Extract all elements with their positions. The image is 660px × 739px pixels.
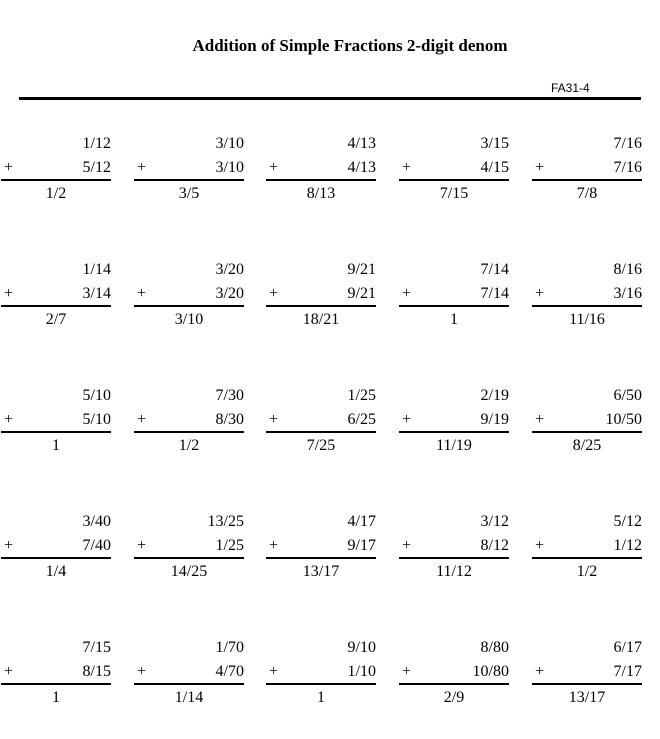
addend-top: 1/14 (82, 261, 111, 278)
addend-bottom: 7/17 (613, 663, 642, 680)
sum-line (532, 305, 642, 307)
problem-r2-c3 (266, 261, 376, 341)
problem-r3-c4 (399, 387, 509, 467)
addend-top: 9/10 (347, 639, 376, 656)
addend-bottom: 3/14 (82, 285, 111, 302)
answer: 1 (317, 689, 325, 706)
addend-bottom: 8/30 (215, 411, 244, 428)
problem-r3-c5 (532, 387, 642, 467)
answer: 2/7 (45, 311, 67, 328)
answer: 13/17 (302, 563, 340, 580)
header-rule (19, 97, 641, 100)
addend-bottom: 1/12 (613, 537, 642, 554)
worksheet-code: FA31-4 (551, 81, 590, 95)
answer: 1 (52, 437, 60, 454)
plus-sign: + (402, 537, 412, 554)
sum-line (1, 179, 111, 181)
plus-sign: + (4, 411, 14, 428)
plus-sign: + (269, 537, 279, 554)
answer: 7/15 (439, 185, 469, 202)
plus-sign: + (137, 663, 147, 680)
problem-r1-c4 (399, 135, 509, 215)
sum-line (1, 305, 111, 307)
addend-bottom: 10/80 (472, 663, 509, 680)
answer: 11/16 (569, 311, 605, 328)
sum-line (532, 431, 642, 433)
sum-line (532, 683, 642, 685)
sum-line (1, 557, 111, 559)
addend-bottom: 3/10 (215, 159, 244, 176)
addend-bottom: 1/25 (215, 537, 244, 554)
answer: 1/4 (45, 563, 67, 580)
answer: 3/10 (174, 311, 204, 328)
addend-top: 7/30 (215, 387, 244, 404)
problem-r5-c2 (134, 639, 244, 719)
worksheet-title: Addition of Simple Fractions 2-digit denom (192, 36, 508, 55)
addend-bottom: 6/25 (347, 411, 376, 428)
sum-line (532, 557, 642, 559)
problem-r4-c4 (399, 513, 509, 593)
addend-bottom: 4/15 (480, 159, 509, 176)
plus-sign: + (4, 663, 14, 680)
sum-line (1, 683, 111, 685)
addend-top: 2/19 (480, 387, 509, 404)
sum-line (266, 179, 376, 181)
addend-bottom: 9/17 (347, 537, 376, 554)
answer: 11/12 (436, 563, 472, 580)
addend-bottom: 7/40 (82, 537, 111, 554)
answer: 1 (52, 689, 60, 706)
problem-r4-c3 (266, 513, 376, 593)
plus-sign: + (4, 159, 14, 176)
addend-bottom: 8/12 (480, 537, 509, 554)
addend-top: 13/25 (207, 513, 244, 530)
addend-top: 1/25 (347, 387, 376, 404)
addend-top: 3/15 (480, 135, 509, 152)
problem-r1-c3 (266, 135, 376, 215)
addend-top: 6/50 (613, 387, 642, 404)
plus-sign: + (402, 285, 412, 302)
addend-top: 3/40 (82, 513, 111, 530)
plus-sign: + (137, 159, 147, 176)
plus-sign: + (535, 663, 545, 680)
addend-top: 7/16 (613, 135, 642, 152)
addend-bottom: 4/70 (215, 663, 244, 680)
problem-r4-c2 (134, 513, 244, 593)
sum-line (532, 179, 642, 181)
sum-line (134, 557, 244, 559)
problem-r3-c2 (134, 387, 244, 467)
sum-line (399, 431, 509, 433)
sum-line (134, 305, 244, 307)
plus-sign: + (402, 411, 412, 428)
sum-line (134, 683, 244, 685)
answer: 8/25 (572, 437, 602, 454)
answer: 1/2 (178, 437, 200, 454)
answer: 1 (450, 311, 458, 328)
sum-line (134, 179, 244, 181)
problem-r1-c2 (134, 135, 244, 215)
plus-sign: + (269, 285, 279, 302)
addend-bottom: 10/50 (605, 411, 642, 428)
addend-bottom: 9/19 (480, 411, 509, 428)
plus-sign: + (137, 537, 147, 554)
sum-line (266, 557, 376, 559)
answer: 1/14 (174, 689, 204, 706)
problem-r2-c1 (1, 261, 111, 341)
problem-r2-c2 (134, 261, 244, 341)
addend-bottom: 4/13 (347, 159, 376, 176)
answer: 11/19 (436, 437, 472, 454)
plus-sign: + (137, 411, 147, 428)
answer: 1/2 (576, 563, 598, 580)
problem-r3-c1 (1, 387, 111, 467)
answer: 3/5 (178, 185, 200, 202)
addend-top: 8/16 (613, 261, 642, 278)
addend-bottom: 3/20 (215, 285, 244, 302)
answer: 7/25 (306, 437, 336, 454)
plus-sign: + (269, 663, 279, 680)
plus-sign: + (4, 537, 14, 554)
problem-r2-c4 (399, 261, 509, 341)
sum-line (266, 305, 376, 307)
plus-sign: + (137, 285, 147, 302)
plus-sign: + (402, 663, 412, 680)
answer: 2/9 (443, 689, 465, 706)
problem-r4-c5 (532, 513, 642, 593)
sum-line (399, 683, 509, 685)
problem-r2-c5 (532, 261, 642, 341)
sum-line (266, 683, 376, 685)
addend-top: 6/17 (613, 639, 642, 656)
addend-bottom: 9/21 (347, 285, 376, 302)
problem-r1-c5 (532, 135, 642, 215)
addend-bottom: 3/16 (613, 285, 642, 302)
addend-bottom: 5/12 (82, 159, 111, 176)
problem-r5-c5 (532, 639, 642, 719)
plus-sign: + (269, 411, 279, 428)
addend-top: 8/80 (480, 639, 509, 656)
answer: 7/8 (576, 185, 598, 202)
addend-top: 3/12 (480, 513, 509, 530)
addend-bottom: 7/14 (480, 285, 509, 302)
answer: 8/13 (306, 185, 336, 202)
answer: 14/25 (170, 563, 208, 580)
addend-top: 7/14 (480, 261, 509, 278)
sum-line (399, 305, 509, 307)
problem-r1-c1 (1, 135, 111, 215)
addend-top: 9/21 (347, 261, 376, 278)
addend-bottom: 5/10 (82, 411, 111, 428)
problem-r5-c1 (1, 639, 111, 719)
addend-top: 4/13 (347, 135, 376, 152)
plus-sign: + (402, 159, 412, 176)
problem-r5-c3 (266, 639, 376, 719)
sum-line (1, 431, 111, 433)
addend-top: 5/12 (613, 513, 642, 530)
plus-sign: + (269, 159, 279, 176)
sum-line (399, 179, 509, 181)
sum-line (134, 431, 244, 433)
addend-bottom: 7/16 (613, 159, 642, 176)
plus-sign: + (535, 285, 545, 302)
answer: 1/2 (45, 185, 67, 202)
sum-line (266, 431, 376, 433)
addend-bottom: 8/15 (82, 663, 111, 680)
plus-sign: + (535, 411, 545, 428)
problem-r4-c1 (1, 513, 111, 593)
addend-top: 1/12 (82, 135, 111, 152)
addend-top: 3/20 (215, 261, 244, 278)
addend-top: 1/70 (215, 639, 244, 656)
plus-sign: + (535, 537, 545, 554)
addend-top: 7/15 (82, 639, 111, 656)
sum-line (399, 557, 509, 559)
answer: 13/17 (568, 689, 606, 706)
plus-sign: + (4, 285, 14, 302)
addend-top: 4/17 (347, 513, 376, 530)
addend-top: 3/10 (215, 135, 244, 152)
answer: 18/21 (302, 311, 340, 328)
addend-bottom: 1/10 (347, 663, 376, 680)
problem-r5-c4 (399, 639, 509, 719)
problem-r3-c3 (266, 387, 376, 467)
plus-sign: + (535, 159, 545, 176)
addend-top: 5/10 (82, 387, 111, 404)
